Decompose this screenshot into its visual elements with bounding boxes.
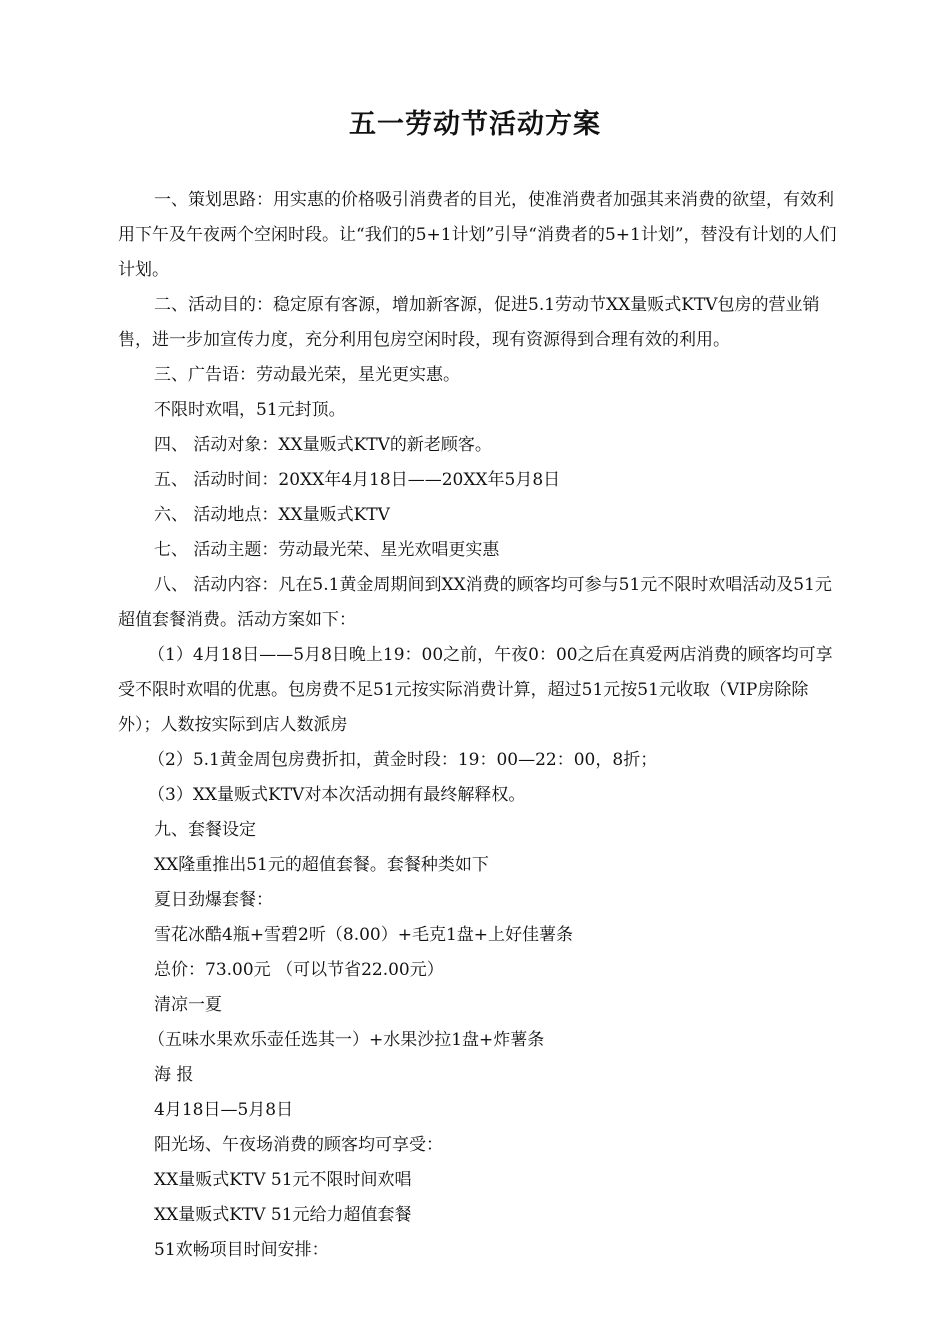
paragraph-item-1: （1）4月18日——5月8日晚上19：00之前，午夜0：00之后在真爱两店消费的顾客均可享受不限时欢唱的优惠。包房费不足51元按实际消费计算，超过51元按51元收取（VIP房除除外）；人数按实际到店人数派房 [118,645,833,735]
paragraph-slogan: 三、广告语：劳动最光荣，星光更实惠。 [154,365,460,385]
paragraph-item-3: （3）XX量贩式KTV对本次活动拥有最终解释权。 [148,785,526,805]
paragraph-package-intro: XX隆重推出51元的超值套餐。套餐种类如下 [154,855,489,875]
paragraph-content: 八、 活动内容：凡在5.1黄金周期间到XX消费的顾客均可参与51元不限时欢唱活动及51元超值套餐消费。活动方案如下： [118,575,832,630]
paragraph-summer-package: 夏日劲爆套餐： [154,890,273,910]
paragraph-strategy: 一、策划思路：用实惠的价格吸引消费者的目光，使准消费者加强其来消费的欲望，有效利用下午及午夜两个空闲时段。让“我们的5+1计划”引导“消费者的5+1计划”，替没有计划的人们计划。 [118,190,837,280]
paragraph-schedule: 51欢畅项目时间安排： [154,1240,329,1260]
paragraph-time: 五、 活动时间：20XX年4月18日——20XX年5月8日 [154,470,561,490]
paragraph-purpose: 二、活动目的：稳定原有客源，增加新客源，促进5.1劳动节XX量贩式KTV包房的营业销售，进一步加宣传力度，充分利用包房空闲时段，现有资源得到合理有效的利用。 [118,295,820,350]
paragraph-package-heading: 九、套餐设定 [154,820,256,840]
paragraph-theme: 七、 活动主题：劳动最光荣、星光欢唱更实惠 [154,540,500,560]
paragraph-slogan-2: 不限时欢唱，51元封顶。 [154,400,346,420]
document-body [118,183,838,1268]
document-title: 五一劳动节活动方案 [349,109,601,140]
paragraph-item-2: （2）5.1黄金周包房费折扣，黄金时段：19：00—22：00，8折； [148,750,658,770]
paragraph-summer-items: 雪花冰酷4瓶+雪碧2听（8.00）+毛克1盘+上好佳薯条 [154,925,574,945]
paragraph-location: 六、 活动地点：XX量贩式KTV [154,505,390,525]
paragraph-poster-dates: 4月18日—5月8日 [154,1100,294,1120]
paragraph-poster-eligibility: 阳光场、午夜场消费的顾客均可享受： [154,1135,443,1155]
paragraph-cool-items: （五味水果欢乐壶任选其一）+水果沙拉1盘+炸薯条 [148,1030,545,1050]
paragraph-cool-package: 清凉一夏 [154,995,222,1015]
paragraph-poster-offer-2: XX量贩式KTV 51元给力超值套餐 [154,1205,412,1225]
paragraph-summer-price: 总价：73.00元 （可以节省22.00元） [154,960,444,980]
paragraph-poster-offer-1: XX量贩式KTV 51元不限时间欢唱 [154,1170,412,1190]
paragraph-poster: 海 报 [154,1065,194,1085]
paragraph-target: 四、 活动对象：XX量贩式KTV的新老顾客。 [154,435,492,455]
